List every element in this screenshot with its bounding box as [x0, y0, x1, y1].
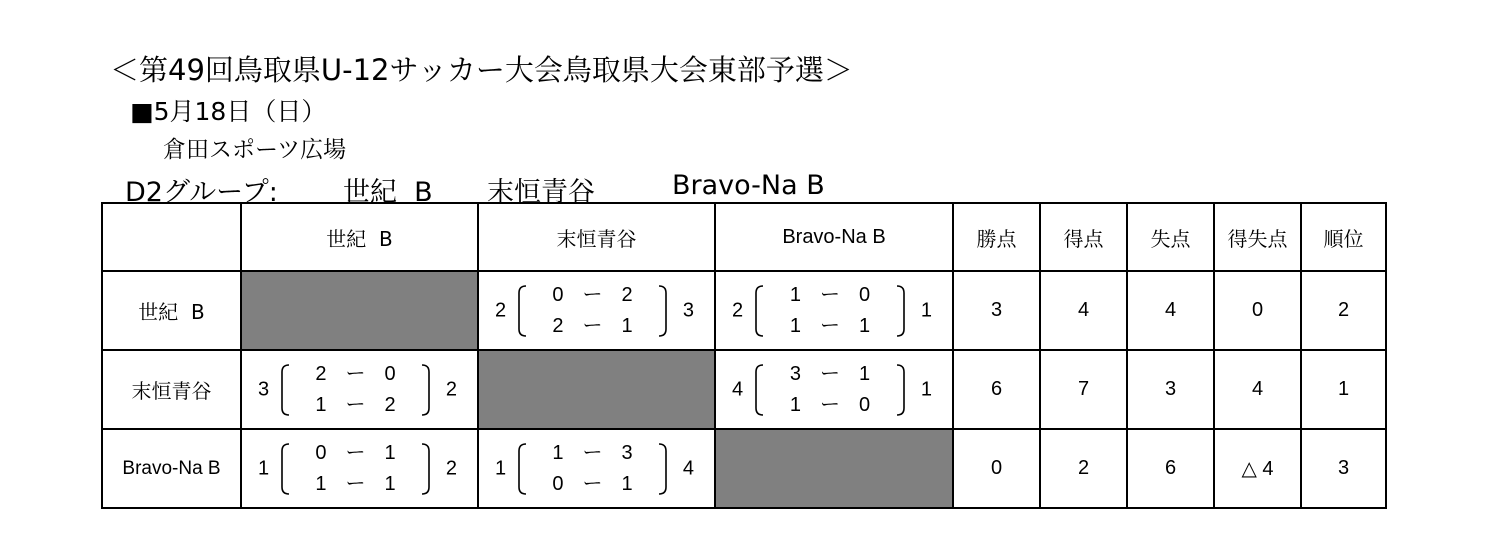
score-dash: ー: [345, 473, 366, 495]
half-scores: [533, 282, 652, 339]
right-total: 2: [445, 457, 457, 479]
half-scores: [296, 440, 415, 497]
second-half-left: 0: [552, 473, 564, 495]
goals-for-cell: 4: [1040, 271, 1127, 350]
right-total: 2: [445, 378, 457, 400]
first-half-right: 1: [859, 363, 871, 385]
self-match-cell: [478, 350, 715, 429]
goals-for-cell: 7: [1040, 350, 1127, 429]
right-total: 3: [682, 299, 694, 321]
rank-cell: 3: [1301, 429, 1386, 508]
goal-diff-cell: △ 4: [1214, 429, 1301, 508]
first-half-left: 0: [315, 442, 327, 464]
match-score: [242, 430, 477, 507]
header-goals-against: 失点: [1127, 203, 1214, 271]
points-cell: 6: [953, 350, 1040, 429]
match-result-cell: [715, 350, 953, 429]
match-result-cell: [478, 271, 715, 350]
right-total: 1: [920, 378, 932, 400]
bracket-left-icon: [280, 442, 291, 496]
goals-against-cell: 3: [1127, 350, 1214, 429]
left-total: 1: [495, 457, 507, 479]
half-scores: [533, 440, 652, 497]
group-label: D2グループ:: [125, 177, 278, 208]
group-team-2: 末恒青谷: [487, 177, 595, 208]
bracket-left-icon: [280, 363, 291, 417]
bracket-left-icon: [754, 363, 765, 417]
match-score: [242, 351, 477, 428]
table-row: [102, 350, 1386, 429]
first-half: [533, 282, 652, 308]
match-result-cell: [241, 350, 478, 429]
first-half: [770, 282, 890, 308]
half-scores: [770, 282, 890, 339]
score-dash: ー: [345, 442, 366, 464]
header-goal-diff: 得失点: [1214, 203, 1301, 271]
match-score: [716, 351, 952, 428]
goals-against-cell: 6: [1127, 429, 1214, 508]
first-half: [533, 440, 652, 466]
row-team-name: Bravo-Na B: [102, 429, 241, 508]
score-dash: ー: [582, 315, 603, 337]
page-title: ＜第49回鳥取県U-12サッカー大会鳥取県大会東部予選＞: [110, 53, 853, 87]
score-dash: ー: [582, 442, 603, 464]
venue-name: 倉田スポーツ広場: [163, 137, 347, 163]
bracket-right-icon: [657, 442, 668, 496]
first-half: [296, 361, 415, 387]
first-half-left: 0: [552, 284, 564, 306]
second-half-left: 1: [315, 473, 327, 495]
standings-table: [101, 202, 1387, 509]
first-half-right: 2: [621, 284, 633, 306]
score-dash: ー: [820, 394, 840, 416]
second-half-right: 0: [859, 394, 871, 416]
first-half-right: 0: [384, 363, 396, 385]
group-team-3: Bravo-Na B: [672, 170, 825, 201]
first-half-right: 1: [384, 442, 396, 464]
match-result-cell: [478, 429, 715, 508]
score-dash: ー: [582, 284, 603, 306]
second-half-right: 1: [859, 315, 871, 337]
match-score: [479, 430, 714, 507]
header-team-2: 末恒青谷: [478, 203, 715, 271]
header-row: [102, 203, 1386, 271]
first-half-left: 1: [552, 442, 564, 464]
first-half: [296, 440, 415, 466]
score-dash: ー: [582, 473, 603, 495]
match-score: [479, 272, 714, 349]
bracket-right-icon: [895, 284, 906, 338]
right-total: 1: [920, 299, 932, 321]
header-goals-for: 得点: [1040, 203, 1127, 271]
self-match-cell: [715, 429, 953, 508]
self-match-cell: [241, 271, 478, 350]
header-points: 勝点: [953, 203, 1040, 271]
first-half-right: 0: [859, 284, 871, 306]
first-half-left: 1: [789, 284, 801, 306]
match-score: [716, 272, 952, 349]
table-row: [102, 271, 1386, 350]
bracket-right-icon: [420, 442, 431, 496]
header-team-3: Bravo-Na B: [715, 203, 953, 271]
points-cell: 3: [953, 271, 1040, 350]
second-half: [770, 392, 890, 418]
second-half-left: 1: [315, 394, 327, 416]
points-cell: 0: [953, 429, 1040, 508]
second-half-right: 1: [384, 473, 396, 495]
first-half-right: 3: [621, 442, 633, 464]
group-team-1: 世紀 B: [343, 177, 433, 208]
second-half-right: 1: [621, 315, 633, 337]
match-result-cell: [715, 271, 953, 350]
row-team-name: 世紀 B: [102, 271, 241, 350]
goal-diff-cell: 4: [1214, 350, 1301, 429]
second-half: [296, 471, 415, 497]
score-dash: ー: [820, 315, 840, 337]
half-scores: [296, 361, 415, 418]
score-dash: ー: [820, 284, 840, 306]
second-half: [533, 471, 652, 497]
first-half: [770, 361, 890, 387]
corner-cell: [102, 203, 241, 271]
second-half: [296, 392, 415, 418]
second-half: [533, 313, 652, 339]
goal-diff-cell: 0: [1214, 271, 1301, 350]
bracket-right-icon: [895, 363, 906, 417]
bracket-left-icon: [517, 442, 528, 496]
table-row: [102, 429, 1386, 508]
left-total: 4: [732, 378, 744, 400]
second-half: [770, 313, 890, 339]
rank-cell: 1: [1301, 350, 1386, 429]
match-date: ■5月18日（日）: [130, 97, 327, 126]
header-rank: 順位: [1301, 203, 1386, 271]
first-half-left: 3: [789, 363, 801, 385]
half-scores: [770, 361, 890, 418]
match-result-cell: [241, 429, 478, 508]
left-total: 2: [732, 299, 744, 321]
second-half-left: 1: [789, 394, 801, 416]
second-half-right: 2: [384, 394, 396, 416]
rank-cell: 2: [1301, 271, 1386, 350]
bracket-right-icon: [657, 284, 668, 338]
goals-against-cell: 4: [1127, 271, 1214, 350]
left-total: 1: [258, 457, 270, 479]
row-team-name: 末恒青谷: [102, 350, 241, 429]
score-dash: ー: [820, 363, 840, 385]
score-dash: ー: [345, 363, 366, 385]
left-total: 2: [495, 299, 507, 321]
bracket-left-icon: [517, 284, 528, 338]
bracket-left-icon: [754, 284, 765, 338]
header-team-1: 世紀 B: [241, 203, 478, 271]
right-total: 4: [682, 457, 694, 479]
second-half-left: 1: [789, 315, 801, 337]
goals-for-cell: 2: [1040, 429, 1127, 508]
second-half-right: 1: [621, 473, 633, 495]
bracket-right-icon: [420, 363, 431, 417]
score-dash: ー: [345, 394, 366, 416]
first-half-left: 2: [315, 363, 327, 385]
left-total: 3: [258, 378, 270, 400]
second-half-left: 2: [552, 315, 564, 337]
